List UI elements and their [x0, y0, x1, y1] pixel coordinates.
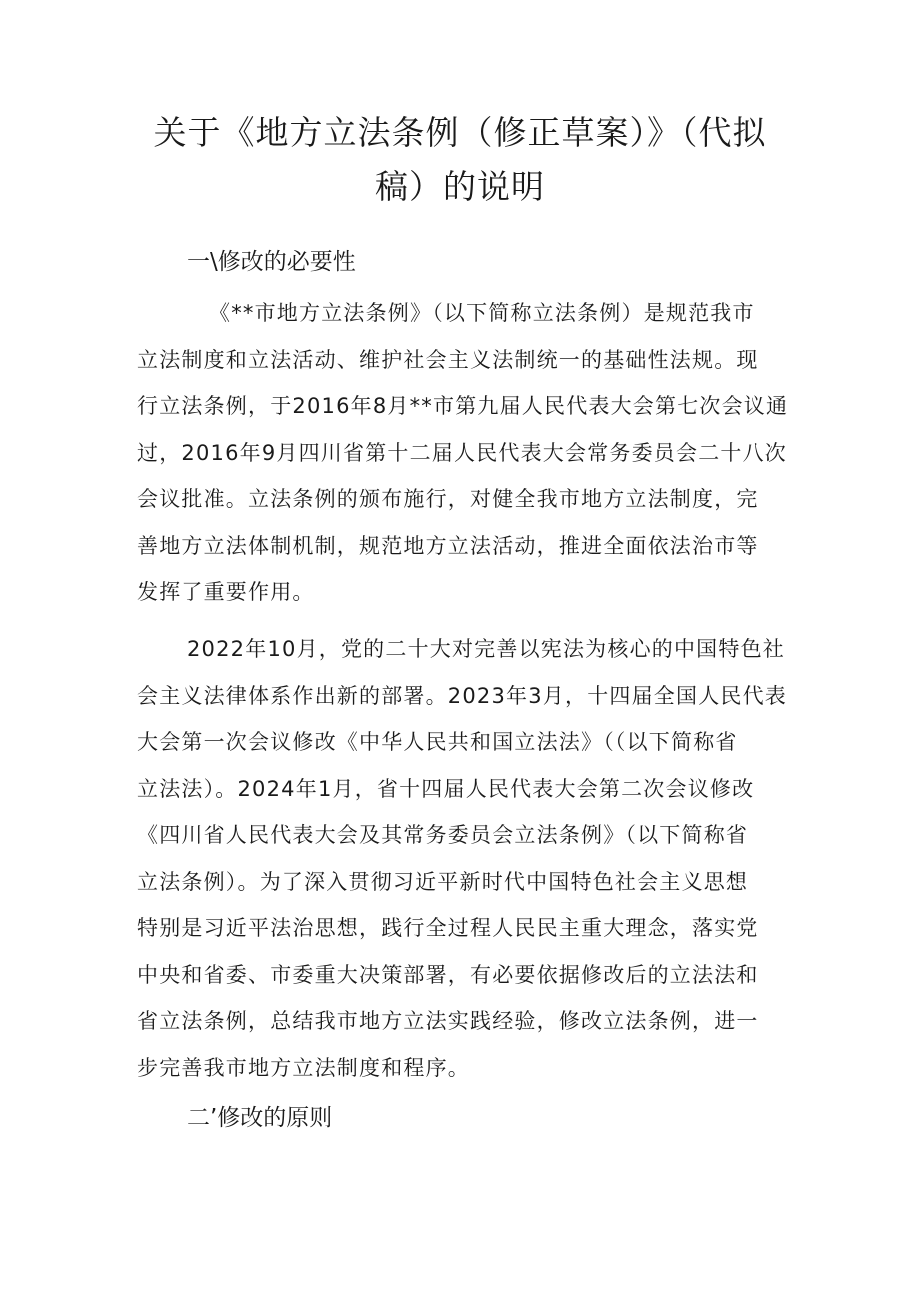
title-line: 稿）的说明: [375, 167, 545, 206]
paragraph-line: 会议批准。立法条例的颁布施行，对健全我市地方立法制度，完: [137, 487, 759, 511]
paragraph-line: 特别是习近平法治思想，践行全过程人民民主重大理念，落实党: [137, 916, 759, 940]
paragraph-line: 中央和省委、市委重大决策部署，有必要依据修改后的立法法和: [137, 962, 759, 987]
paragraph-line: 《四川省人民代表大会及其常务委员会立法条例》（以下简称省: [137, 823, 749, 847]
paragraph-line: 2022年10月，党的二十大对完善以宪法为核心的中国特色社: [187, 637, 785, 661]
paragraph-line: 步完善我市地方立法制度和程序。: [137, 1055, 470, 1080]
document-title: [130, 106, 790, 214]
paragraph-background: [137, 290, 797, 616]
paragraph-line: 立法法）。2024年1月，省十四届人民代表大会第二次会议修改: [137, 776, 755, 801]
paragraph-line: 过，2016年9月四川省第十二届人民代表大会常务委员会二十八次: [137, 440, 788, 465]
title-line: 关于《地方立法条例（修正草案）》（代拟: [153, 113, 767, 152]
paragraph-line: 立法制度和立法活动、维护社会主义法制统一的基础性法规。现: [137, 347, 759, 372]
paragraph-line: 善地方立法体制机制，规范地方立法活动，推进全面依法治市等: [137, 533, 759, 558]
section-heading-necessity: 一\修改的必要性: [187, 249, 356, 275]
paragraph-line: 发挥了重要作用。: [137, 580, 315, 604]
paragraph-line: 立法条例）。为了深入贯彻习近平新时代中国特色社会主义思想: [137, 869, 749, 894]
paragraph-reasons: [137, 626, 797, 1091]
paragraph-line: 《**市地方立法条例》（以下简称立法条例）是规范我市: [209, 301, 755, 325]
paragraph-line: 行立法条例，于2016年8月**市第九届人民代表大会第七次会议通: [137, 394, 789, 418]
paragraph-line: 省立法条例，总结我市地方立法实践经验，修改立法条例，进一: [137, 1009, 759, 1033]
paragraph-line: 会主义法律体系作出新的部署。2023年3月，十四届全国人民代表: [137, 683, 788, 708]
paragraph-line: 大会第一次会议修改《中华人民共和国立法法》（（以下简称省: [137, 730, 738, 754]
section-heading-principles: 二’修改的原则: [187, 1105, 333, 1131]
